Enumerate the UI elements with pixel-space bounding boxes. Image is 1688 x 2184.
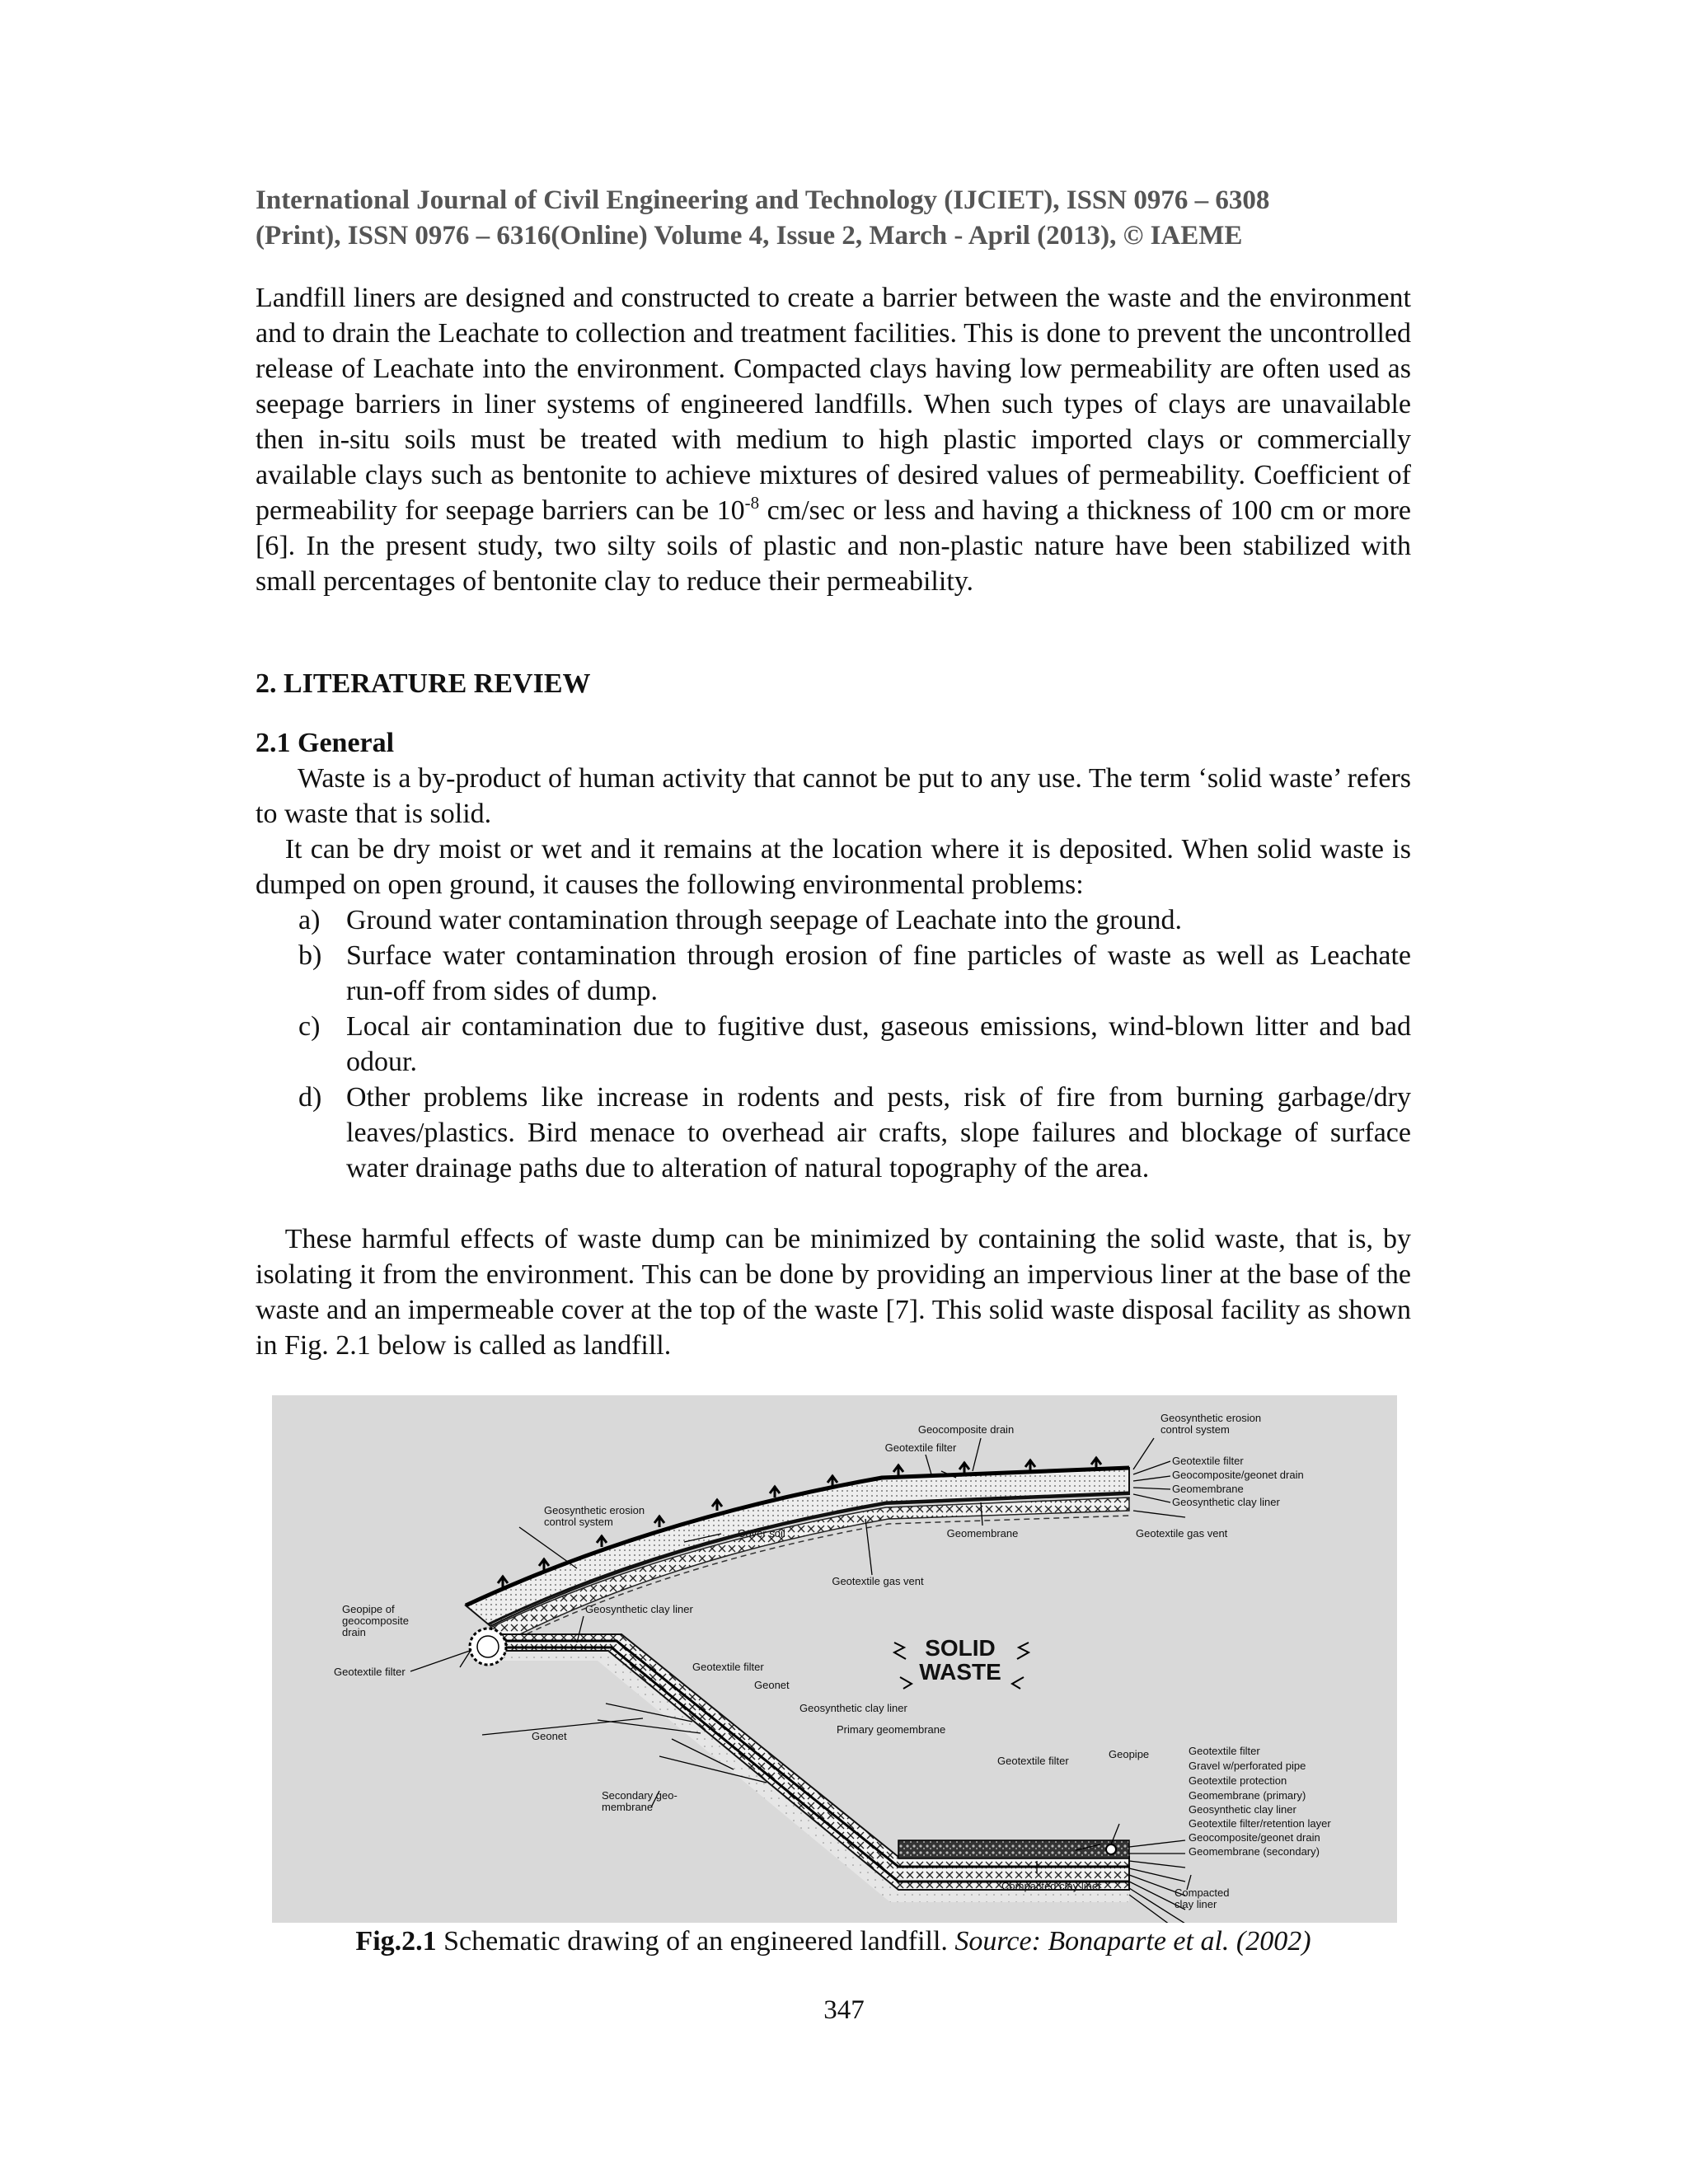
landfill-schematic xyxy=(272,1395,1397,1923)
journal-header-line-2: (Print), ISSN 0976 – 6316(Online) Volume 4, Issue 2, March - April (2013), © IAEME xyxy=(256,221,1243,251)
label-geopipe-1: Geopipe of xyxy=(342,1603,395,1615)
intro-exponent: -8 xyxy=(744,493,760,513)
label-secondary-geomembrane-1: Secondary geo- xyxy=(602,1789,678,1802)
list-marker: c) xyxy=(298,1011,321,1042)
label-gas-vent-right: Geotextile gas vent xyxy=(1136,1527,1228,1540)
label-erosion-control-left-2: control system xyxy=(544,1516,613,1528)
list-item xyxy=(256,1009,1411,1080)
figure-caption-source: Source: Bonaparte et al. (2002) xyxy=(954,1926,1311,1957)
label-geopipe-bottom: Geopipe xyxy=(1109,1748,1150,1760)
label-geomembrane-right: Geomembrane xyxy=(1172,1483,1244,1495)
list-marker: d) xyxy=(298,1082,322,1113)
figure-caption xyxy=(256,1924,1411,1959)
page-number: 347 xyxy=(823,1995,865,2025)
landfill-figure xyxy=(272,1395,1397,1923)
label-stack-item: Gravel w/perforated pipe xyxy=(1189,1760,1306,1772)
toe-drain-geopipe xyxy=(470,1629,506,1665)
paragraph-3: These harmful effects of waste dump can be minimized by containing the solid waste, that is, by isolating it from the environment. This can be done by providing an impervious liner at the base of the waste and an impermeable cover at the top of the waste [7]. This solid waste disposal facility as shown in Fig. 2.1 below is called as landfill. xyxy=(256,1224,1411,1361)
geopipe xyxy=(1106,1844,1116,1854)
label-geotextile-filter-slope: Geotextile filter xyxy=(692,1661,764,1673)
label-compacted-clay-liner-bottom-2: clay liner xyxy=(1175,1898,1217,1910)
label-primary-geomembrane: Primary geomembrane xyxy=(837,1723,946,1736)
subsection-heading: 2.1 General xyxy=(256,728,395,758)
label-geopipe-3: drain xyxy=(342,1626,366,1638)
label-compacted-clay-liner-mid: Compacted clay liner xyxy=(1001,1880,1102,1892)
intro-text-after: cm/sec or less and having a thickness of 100 cm or more [6]. In the present study, two silty soils of plastic and non-plastic nature have been stabilized with small percentages of bentonite clay to reduce their permeability. xyxy=(256,495,1412,597)
label-stack-item: Geomembrane (primary) xyxy=(1189,1789,1306,1802)
list-item-text: Surface water contamination through erosion of fine particles of waste as well as Leachate run-off from sides of dump. xyxy=(346,940,1411,1006)
label-geomembrane-mid: Geomembrane xyxy=(946,1527,1019,1540)
section-heading: 2. LITERATURE REVIEW xyxy=(256,668,591,699)
intro-text-before: Landfill liners are designed and constructed to create a barrier between the waste and the environment and to drain the Leachate to collection and treatment facilities. This is done to prevent the uncontrolled release of Leachate into the environment. Compacted clays having low permeability are often used as seepage barriers in liner systems of engineered landfills. When such types of clays are unavailable then in-situ soils must be treated with medium to high plastic imported clays or commercially available clays such as bentonite to achieve mixtures of desired values of permeability. Coefficient of permeability for seepage barriers can be 10 xyxy=(256,283,1411,526)
label-erosion-control-right-2: control system xyxy=(1160,1423,1230,1436)
list-item xyxy=(256,902,1411,938)
label-gcl-right: Geosynthetic clay liner xyxy=(1172,1496,1280,1508)
leachate-gravel-layer xyxy=(898,1840,1129,1858)
label-geocomposite-geonet-right: Geocomposite/geonet drain xyxy=(1172,1469,1304,1481)
label-geotextile-filter-top: Geotextile filter xyxy=(884,1441,957,1454)
list-item xyxy=(256,1080,1411,1186)
label-geotextile-filter-bottom: Geotextile filter xyxy=(997,1755,1069,1767)
list-item-text: Other problems like increase in rodents and pests, risk of fire from burning garbage/dry leaves/plastics. Bird menace to overhead air crafts, slope failures and blockage of surface water drainage paths due to alteration of natural topography of the area. xyxy=(346,1082,1411,1183)
label-erosion-control-right-1: Geosynthetic erosion xyxy=(1160,1412,1262,1424)
list-item xyxy=(256,938,1411,1009)
list-marker: a) xyxy=(298,905,321,935)
label-stack-item: Geotextile filter/retention layer xyxy=(1189,1817,1331,1830)
journal-header xyxy=(256,183,1409,254)
problems-list xyxy=(256,902,1411,1186)
label-cover-soil: Cover soil xyxy=(738,1527,785,1540)
label-geonet-slope: Geonet xyxy=(754,1679,790,1691)
figure-caption-text: Schematic drawing of an engineered landfill. xyxy=(436,1926,955,1957)
label-stack-item: Geosynthetic clay liner xyxy=(1189,1803,1296,1816)
label-geotextile-filter-right: Geotextile filter xyxy=(1172,1455,1244,1467)
label-geocomposite-drain: Geocomposite drain xyxy=(917,1423,1015,1436)
list-item-text: Ground water contamination through seepage of Leachate into the ground. xyxy=(346,905,1182,935)
label-secondary-geomembrane-2: membrane xyxy=(602,1801,654,1813)
label-stack-item: Geocomposite/geonet drain xyxy=(1189,1831,1320,1844)
label-stack-item: Geomembrane (secondary) xyxy=(1189,1845,1320,1858)
label-erosion-control-left-1: Geosynthetic erosion xyxy=(544,1504,645,1516)
label-gas-vent-mid: Geotextile gas vent xyxy=(832,1575,924,1587)
label-geotextile-filter-left: Geotextile filter xyxy=(334,1666,406,1678)
list-item-text: Local air contamination due to fugitive dust, gaseous emissions, wind-blown litter and bad odour. xyxy=(346,1011,1411,1077)
journal-header-line-1: International Journal of Civil Engineering and Technology (IJCIET), ISSN 0976 – 6308 xyxy=(256,185,1270,215)
solid-waste-label-1: SOLID xyxy=(925,1635,996,1661)
label-gcl-mid: Geosynthetic clay liner xyxy=(585,1603,693,1615)
label-stack-item: Geotextile protection xyxy=(1189,1774,1287,1787)
label-gcl-slope: Geosynthetic clay liner xyxy=(799,1702,907,1714)
solid-waste-label-2: WASTE xyxy=(919,1659,1001,1685)
label-geopipe-2: geocomposite xyxy=(342,1615,409,1627)
paragraph-1: Waste is a by-product of human activity that cannot be put to any use. The term ‘solid waste’ refers to waste that is solid. xyxy=(256,763,1411,829)
label-compacted-clay-liner-bottom-1: Compacted xyxy=(1175,1886,1230,1899)
list-marker: b) xyxy=(298,940,322,971)
label-geonet-left: Geonet xyxy=(532,1730,567,1742)
paragraph-2: It can be dry moist or wet and it remains at the location where it is deposited. When solid waste is dumped on open ground, it causes the following environmental problems: xyxy=(256,834,1411,900)
label-stack-item: Geotextile filter xyxy=(1189,1745,1260,1757)
intro-paragraph xyxy=(256,280,1411,599)
figure-caption-label: Fig.2.1 xyxy=(355,1926,437,1957)
